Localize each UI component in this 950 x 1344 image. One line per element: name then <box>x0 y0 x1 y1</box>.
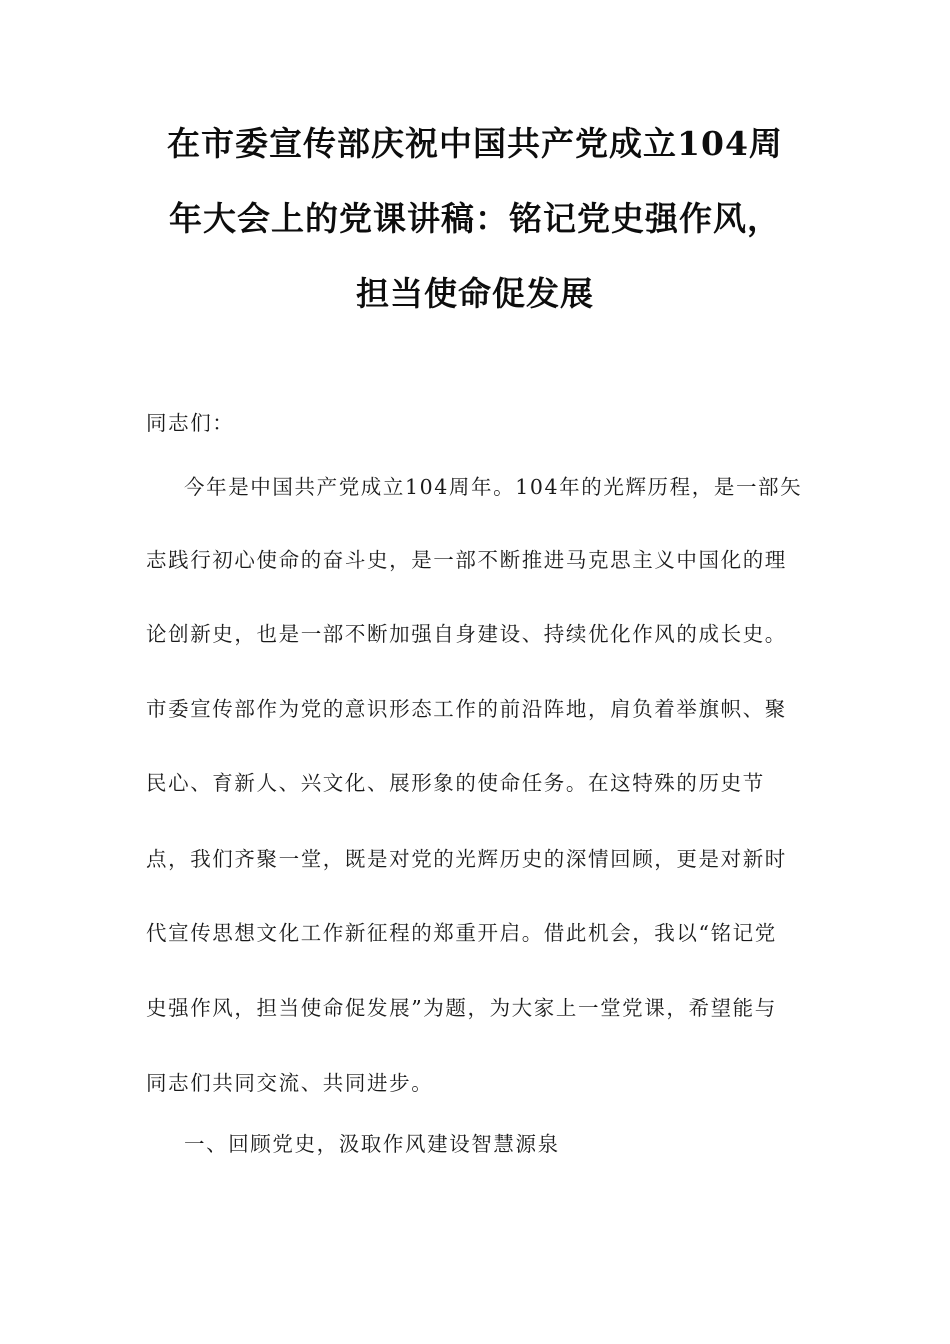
document-title-line-1: 在市委宣传部庆祝中国共产党成立104周 <box>167 124 783 163</box>
paragraph-line: 今年是中国共产党成立104周年。104年的光辉历程，是一部矢 <box>184 475 803 499</box>
paragraph-line: 史强作风，担当使命促发展”为题，为大家上一堂党课，希望能与 <box>146 996 777 1020</box>
paragraph-line: 志践行初心使命的奋斗史，是一部不断推进马克思主义中国化的理 <box>146 548 787 572</box>
document-title-line-3: 担当使命促发展 <box>356 274 594 313</box>
paragraph-line: 民心、育新人、兴文化、展形象的使命任务。在这特殊的历史节 <box>146 771 765 795</box>
paragraph-line: 市委宣传部作为党的意识形态工作的前沿阵地，肩负着举旗帜、聚 <box>146 697 787 721</box>
paragraph-line: 代宣传思想文化工作新征程的郑重开启。借此机会，我以“铭记党 <box>146 921 777 945</box>
paragraph-line: 同志们共同交流、共同进步。 <box>146 1071 434 1095</box>
document-title-line-2: 年大会上的党课讲稿：铭记党史强作风， <box>169 199 781 238</box>
paragraph-line: 点，我们齐聚一堂，既是对党的光辉历史的深情回顾，更是对新时 <box>146 847 787 871</box>
section-heading: 一、回顾党史，汲取作风建设智慧源泉 <box>184 1132 560 1156</box>
paragraph-line: 论创新史，也是一部不断加强自身建设、持续优化作风的成长史。 <box>146 622 787 646</box>
salutation: 同志们： <box>146 411 235 435</box>
